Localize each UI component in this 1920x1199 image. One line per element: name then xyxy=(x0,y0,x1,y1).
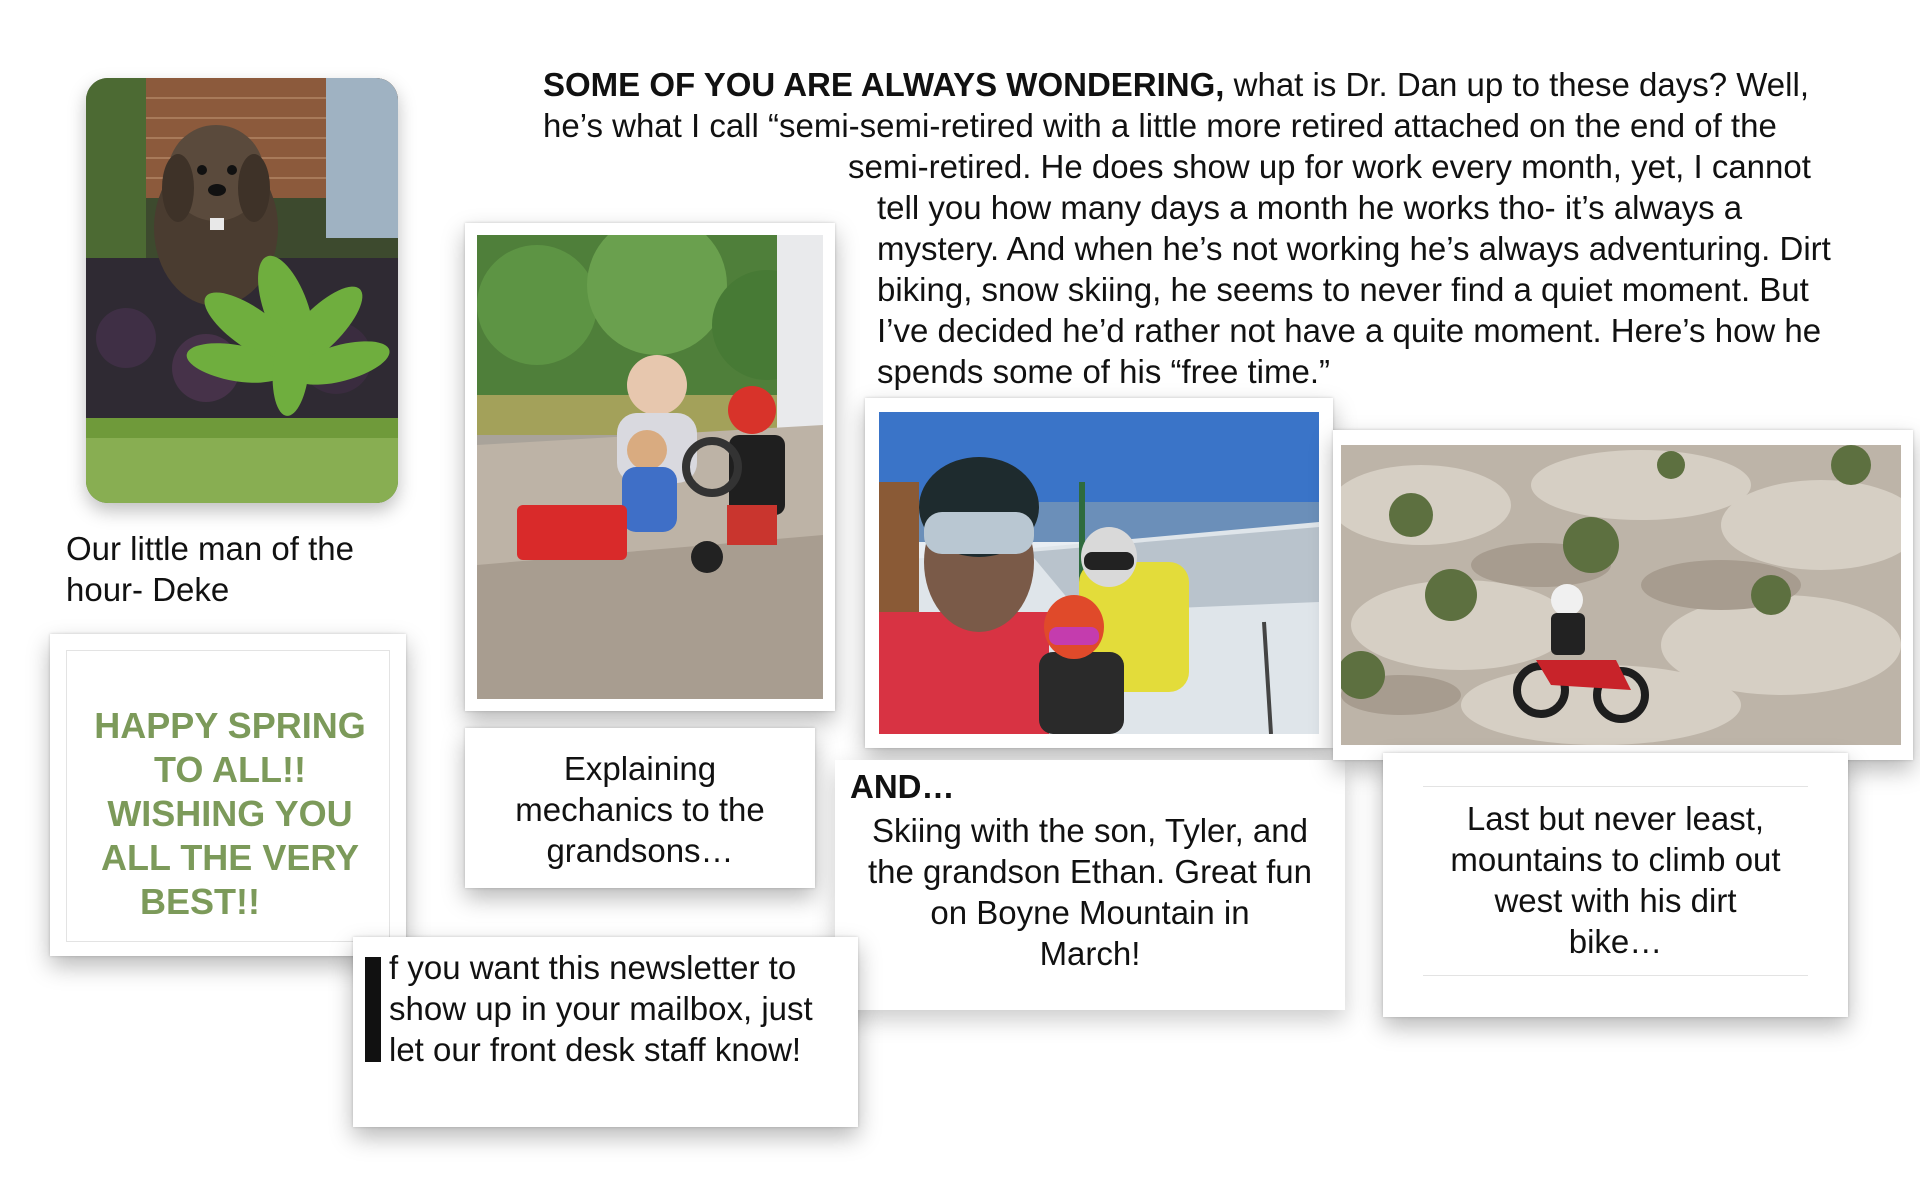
ski-caption xyxy=(835,810,1345,974)
dirtbike-caption-line-2: mountains to climb out xyxy=(1450,841,1781,878)
spring-line-1: HAPPY SPRING xyxy=(94,705,366,746)
dirtbike-photo-frame xyxy=(1333,430,1913,760)
spring-greeting xyxy=(70,704,390,924)
newsletter-line-1: f you want this newsletter to xyxy=(389,949,797,986)
ski-photo-frame xyxy=(865,398,1333,748)
intro-line-5: mystery. And when he’s not working he’s always adventuring. Dirt xyxy=(877,230,1831,267)
mechanics-photo-image xyxy=(477,235,823,699)
dirtbike-photo xyxy=(1341,445,1901,745)
ski-caption-line-4: March! xyxy=(1039,935,1141,972)
intro-line-8: spends some of his “free time.” xyxy=(877,353,1331,390)
newsletter-line-3: let our front desk staff know! xyxy=(389,1031,802,1068)
mechanics-caption-line-1: Explaining xyxy=(563,750,717,787)
dog-caption xyxy=(66,528,354,610)
intro-line-1-rest: what is Dr. Dan up to these days? Well, xyxy=(1233,66,1809,103)
ski-photo-image xyxy=(879,412,1319,734)
mechanics-caption-line-2: mechanics to the xyxy=(515,791,765,828)
dirtbike-caption-line-4: bike… xyxy=(1568,923,1663,960)
ski-photo xyxy=(879,412,1319,734)
intro-paragraph-continued xyxy=(848,146,1811,187)
newsletter-drop-cap-bar xyxy=(365,957,381,1062)
mechanics-photo xyxy=(477,235,823,699)
intro-paragraph-column xyxy=(877,187,1831,392)
ski-caption-line-1: Skiing with the son, Tyler, and xyxy=(872,812,1308,849)
intro-line-7: I’ve decided he’d rather not have a quite moment. Here’s how he xyxy=(877,312,1822,349)
mechanics-caption-line-3: grandsons… xyxy=(546,832,734,869)
dog-caption-line-1: Our little man of the xyxy=(66,530,354,567)
spring-line-5: BEST!! xyxy=(140,881,260,922)
intro-line-1 xyxy=(543,64,1809,105)
dog-caption-line-2: hour- Deke xyxy=(66,571,230,608)
ski-caption-heading: AND… xyxy=(850,768,955,805)
intro-lead: SOME OF YOU ARE ALWAYS WONDERING, xyxy=(543,66,1225,103)
newsletter-note-card xyxy=(353,937,858,1127)
newsletter-note xyxy=(389,947,859,1070)
intro-paragraph xyxy=(543,64,1809,146)
mechanics-caption-card xyxy=(465,728,815,888)
dirtbike-photo-image xyxy=(1341,445,1901,745)
spring-line-3: WISHING YOU xyxy=(107,793,353,834)
spring-line-4: ALL THE VERY xyxy=(100,837,360,878)
dog-photo-image xyxy=(86,78,398,503)
mechanics-caption xyxy=(465,748,815,871)
dirtbike-caption-card xyxy=(1383,753,1848,1017)
newsletter-line-2: show up in your mailbox, just xyxy=(389,990,813,1027)
intro-line-6: biking, snow skiing, he seems to never find a quiet moment. But xyxy=(877,271,1809,308)
dirtbike-caption-line-3: west with his dirt xyxy=(1494,882,1737,919)
mechanics-photo-frame xyxy=(465,223,835,711)
ski-caption-line-2: the grandson Ethan. Great fun xyxy=(868,853,1312,890)
spring-card xyxy=(50,634,406,956)
spring-line-2: TO ALL!! xyxy=(154,749,306,790)
intro-line-2: he’s what I call “semi-semi-retired with a little more retired attached on the end of the xyxy=(543,107,1777,144)
dog-photo xyxy=(86,78,398,503)
intro-line-3: semi-retired. He does show up for work every month, yet, I cannot xyxy=(848,148,1811,185)
ski-caption-line-3: on Boyne Mountain in xyxy=(930,894,1250,931)
ski-caption-card xyxy=(835,760,1345,1010)
dirtbike-caption-line-1: Last but never least, xyxy=(1466,800,1765,837)
intro-line-4: tell you how many days a month he works tho- it’s always a xyxy=(877,189,1743,226)
dirtbike-caption xyxy=(1383,798,1848,962)
